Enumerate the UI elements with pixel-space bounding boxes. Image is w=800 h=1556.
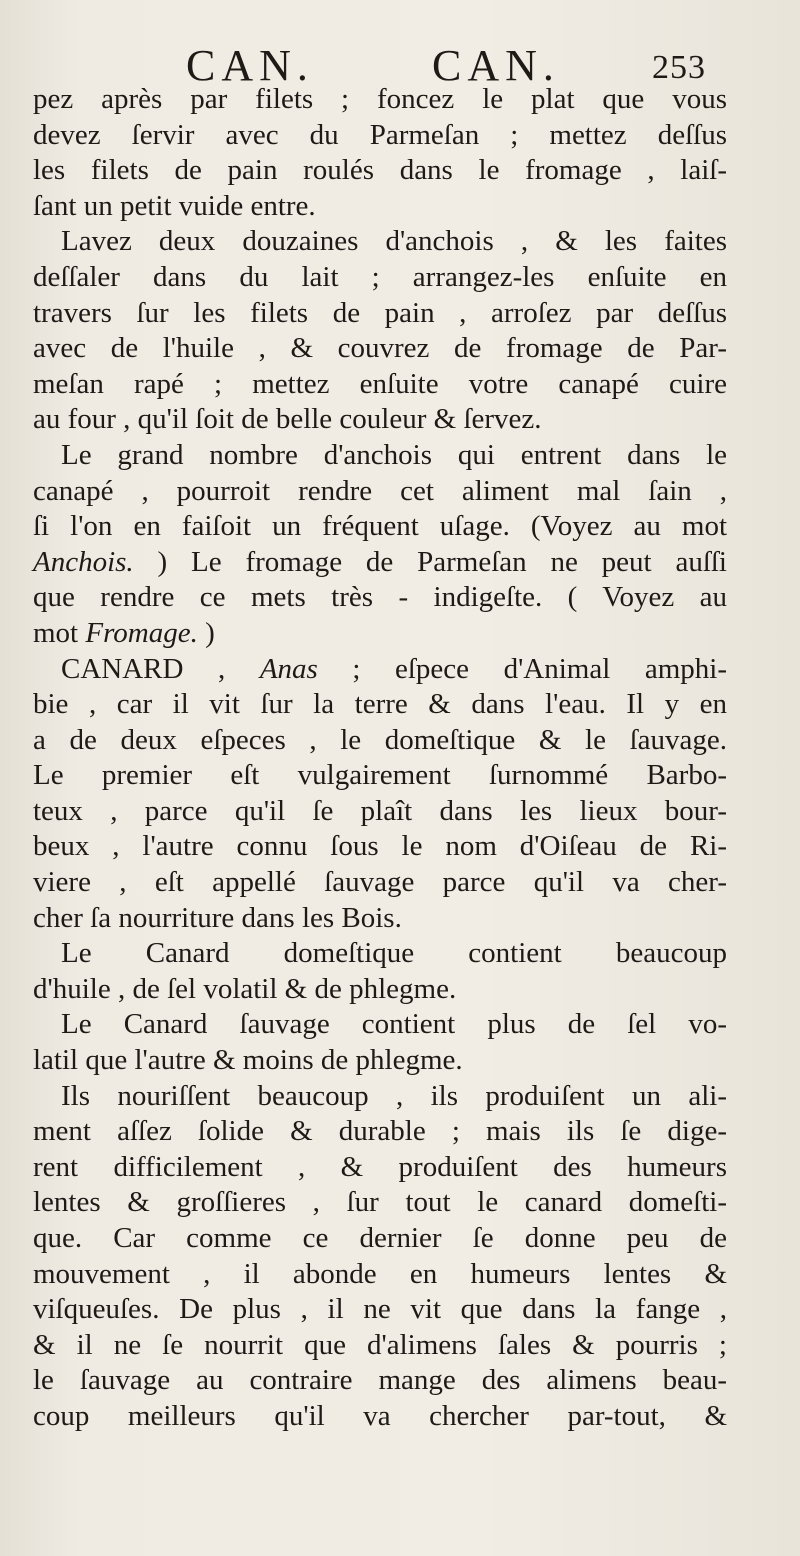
text-line — [33, 189, 727, 225]
line-text: rent difficilement , & produiſent des humeurs — [33, 1150, 727, 1183]
text-line — [33, 1328, 727, 1364]
line-text: mot — [33, 616, 86, 649]
text-line — [33, 331, 727, 367]
text-line — [33, 260, 727, 296]
text-line — [33, 794, 727, 830]
text-line — [33, 509, 727, 545]
line-text: ment aſſez ſolide & durable ; mais ils ſe dige- — [33, 1115, 727, 1148]
line-text: pez après par filets ; foncez le plat que vous — [33, 83, 727, 115]
text-line — [33, 153, 727, 189]
line-text: canapé , pourroit rendre cet aliment mal ſain , — [33, 474, 727, 507]
line-text: ſi l'on en faiſoit un fréquent uſage. (Voyez au mot — [33, 510, 727, 543]
line-text: lentes & groſſieres , ſur tout le canard domeſti- — [33, 1186, 727, 1219]
line-text: le ſauvage au contraire mange des alimens beau- — [33, 1364, 727, 1397]
line-text: coup meilleurs qu'il va chercher par-tout, & — [33, 1399, 727, 1432]
text-line — [33, 118, 727, 154]
body-text — [33, 82, 727, 1435]
text-line — [33, 438, 727, 474]
text-line — [33, 616, 727, 652]
text-line — [33, 652, 727, 688]
line-text: les filets de pain roulés dans le fromage , laiſ- — [33, 154, 727, 187]
text-line — [33, 1185, 727, 1221]
text-line — [33, 1150, 727, 1186]
line-text: Le grand nombre d'anchois qui entrent dans le — [61, 438, 727, 471]
line-text: Le Canard domeſtique contient beaucoup — [61, 937, 727, 970]
header-left-word: CAN. — [186, 41, 314, 90]
text-line — [33, 1043, 727, 1079]
text-line — [33, 1079, 727, 1115]
line-text: a de deux eſpeces , le domeſtique & le ſauvage. — [33, 723, 727, 756]
text-line — [33, 687, 727, 723]
line-text: mouvement , il abonde en humeurs lentes & — [33, 1257, 727, 1290]
italic-term: Fromage. — [85, 616, 198, 649]
line-text: meſan rapé ; mettez enſuite votre canapé cuire — [33, 367, 727, 400]
line-text: CANARD , — [61, 652, 260, 685]
text-line — [33, 1007, 727, 1043]
text-line — [33, 1399, 727, 1435]
line-text: travers ſur les filets de pain , arroſez par deſſus — [33, 296, 727, 329]
text-line — [33, 758, 727, 794]
text-line — [33, 367, 727, 403]
line-text: Ils nouriſſent beaucoup , ils produiſent un ali- — [61, 1079, 727, 1112]
line-text: avec de l'huile , & couvrez de fromage de Par- — [33, 332, 727, 365]
line-text: latil que l'autre & moins de phlegme. — [33, 1044, 463, 1077]
line-text: beux , l'autre connu ſous le nom d'Oiſeau de Ri- — [33, 830, 727, 863]
text-line — [33, 580, 727, 616]
line-text: Le Canard ſauvage contient plus de ſel vo- — [61, 1008, 727, 1041]
text-line — [33, 224, 727, 260]
line-text: deſſaler dans du lait ; arrangez-les enſuite en — [33, 260, 727, 293]
text-line — [33, 474, 727, 510]
line-text: que. Car comme ce dernier ſe donne peu de — [33, 1222, 727, 1254]
line-text: teux , parce qu'il ſe plaît dans les lieux bour- — [33, 794, 727, 827]
line-text-tail: ; eſpece d'Animal amphi- — [317, 652, 727, 685]
text-line — [33, 829, 727, 865]
text-line — [33, 402, 727, 438]
text-line — [33, 1363, 727, 1399]
line-text-tail: ) — [197, 616, 215, 649]
header-right-word: CAN. — [432, 41, 560, 90]
line-text: devez ſervir avec du Parmeſan ; mettez deſſus — [33, 118, 727, 151]
text-line — [33, 936, 727, 972]
line-text: cher ſa nourriture dans les Bois. — [33, 901, 402, 934]
line-text: que rendre ce mets très - indigeſte. ( Voyez au — [33, 581, 727, 614]
text-line — [33, 1114, 727, 1150]
text-line — [33, 865, 727, 901]
text-line — [33, 1221, 727, 1257]
line-text: d'huile , de ſel volatil & de phlegme. — [33, 972, 457, 1005]
line-text: Le premier eſt vulgairement ſurnommé Barbo- — [33, 759, 727, 792]
text-line — [33, 1257, 727, 1293]
italic-term: Anas — [259, 652, 318, 685]
line-text: bie , car il vit ſur la terre & dans l'eau. Il y en — [33, 688, 727, 721]
text-line — [33, 723, 727, 759]
text-line — [33, 296, 727, 332]
text-line — [33, 545, 727, 581]
text-line — [33, 972, 727, 1008]
line-text: au four , qu'il ſoit de belle couleur & ſervez. — [33, 403, 542, 436]
line-text: viſqueuſes. De plus , il ne vit que dans la fange , — [33, 1293, 727, 1326]
line-text: viere , eſt appellé ſauvage parce qu'il va cher- — [33, 866, 727, 899]
line-text: ſant un petit vuide entre. — [33, 189, 316, 222]
line-text: & il ne ſe nourrit que d'alimens ſales & pourris ; — [33, 1328, 727, 1361]
line-text: ) Le fromage de Parmeſan ne peut auſſi — [133, 545, 727, 578]
italic-term: Anchois. — [33, 545, 134, 578]
text-line — [33, 82, 727, 118]
line-text: Lavez deux douzaines d'anchois , & les faites — [61, 225, 727, 258]
text-line — [33, 901, 727, 937]
text-line — [33, 1292, 727, 1328]
page-number: 253 — [652, 49, 706, 86]
